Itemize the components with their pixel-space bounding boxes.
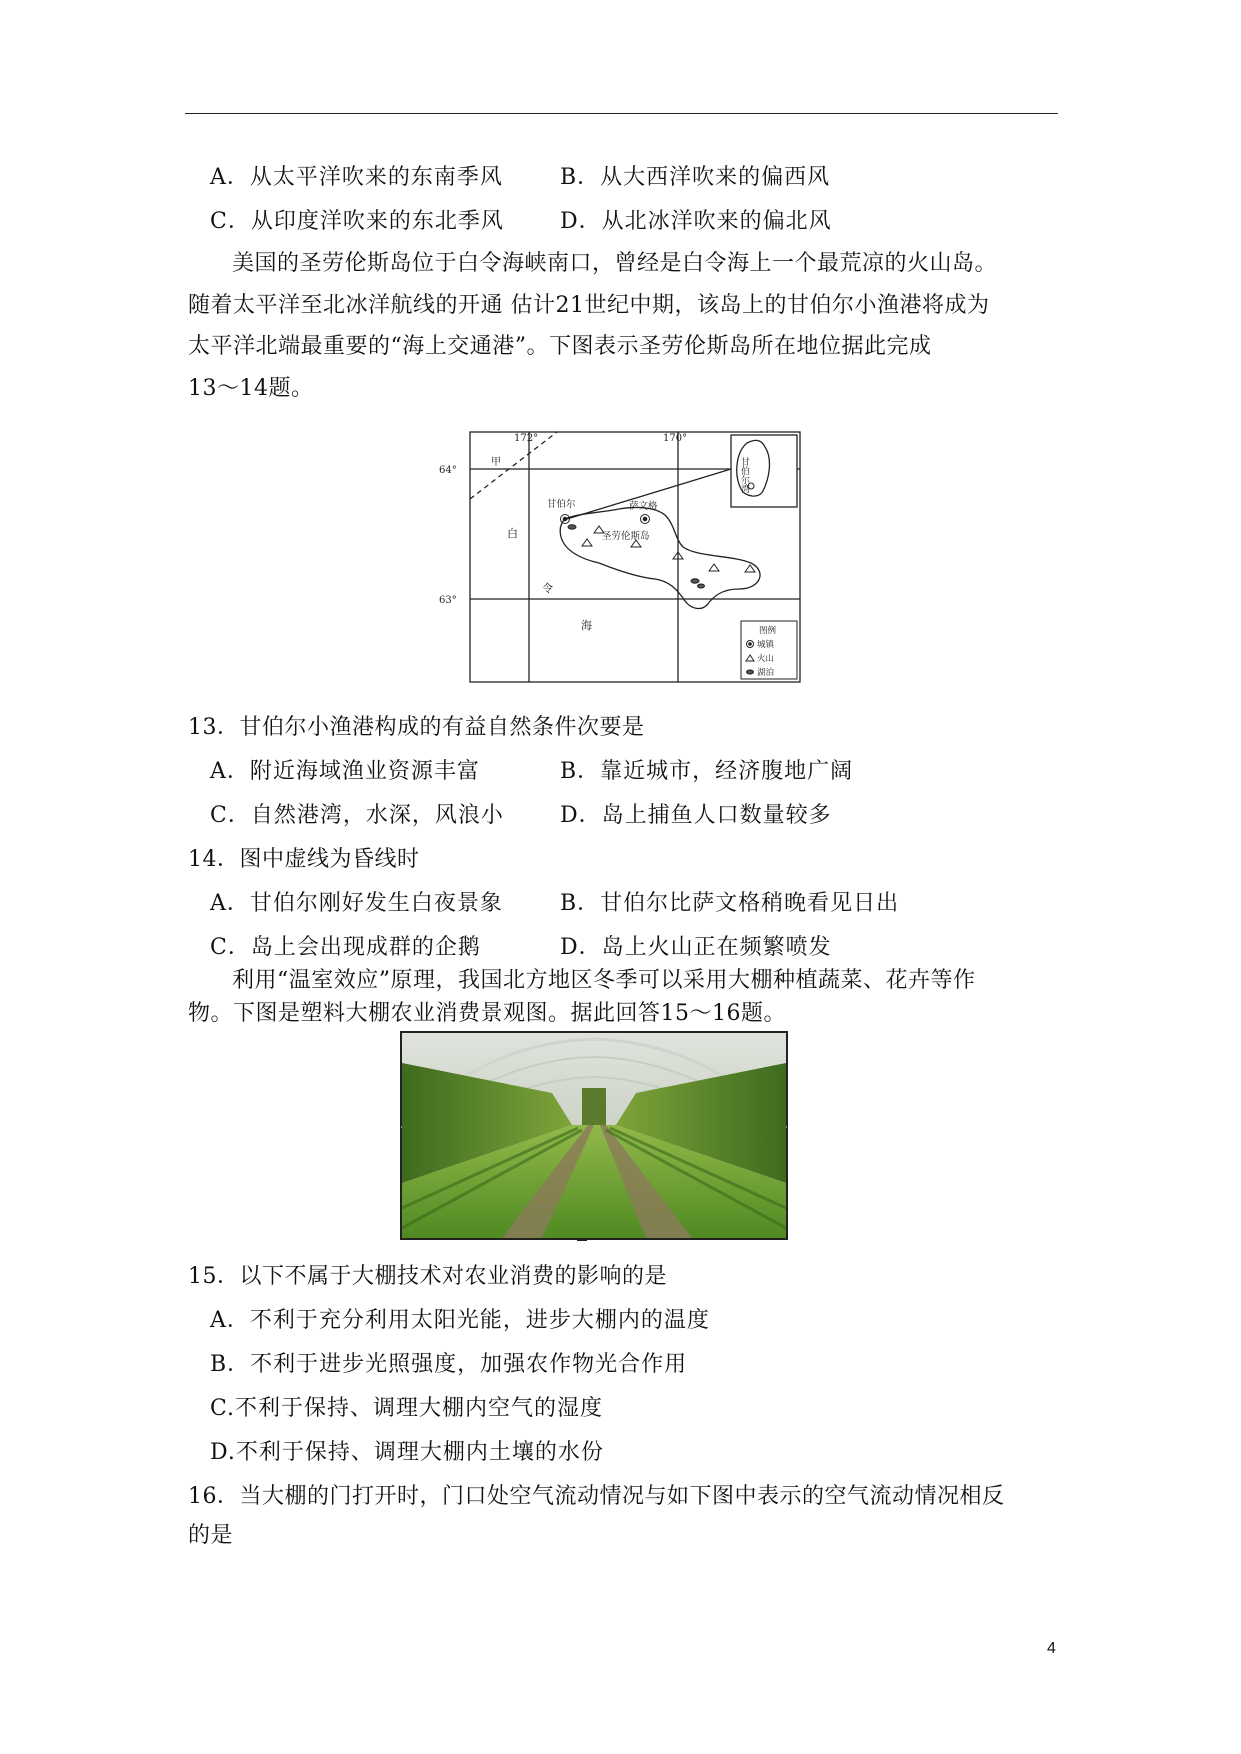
ling-label: 令	[542, 582, 553, 595]
ganboer-label: 甘伯尔	[547, 499, 576, 510]
q13-stem: 13．甘伯尔小渔港构成的有益自然条件次要是	[188, 715, 645, 740]
q12-option-a: A．从太平洋吹来的东南季风	[210, 165, 503, 190]
q15-option-b: B．不利于进步光照强度，加强农作物光合作用	[210, 1352, 688, 1377]
island-label: 圣劳伦斯岛	[602, 531, 650, 542]
passage2-line2: 物。下图是塑料大棚农业消费景观图。据此回答15～16题。	[188, 1001, 786, 1026]
passage1-line4: 13～14题。	[188, 376, 314, 401]
passage2-line1: 利用“温室效应”原理，我国北方地区冬季可以采用大棚种植蔬菜、花卉等作	[232, 968, 976, 993]
legend-lake-icon	[747, 670, 754, 674]
q13-option-b: B．靠近城市，经济腹地广阔	[560, 759, 854, 784]
q15-option-a: A．不利于充分利用太阳光能，进步大棚内的温度	[210, 1308, 710, 1333]
legend-lake-label: 湖泊	[757, 668, 775, 678]
q16-stem-line1: 16．当大棚的门打开时，门口处空气流动情况与如下图中表示的空气流动情况相反	[188, 1484, 1005, 1509]
q13-option-d: D．岛上捕鱼人口数量较多	[560, 803, 832, 828]
q14-stem: 14．图中虚线为昏线时	[188, 847, 420, 872]
q14-option-c: C．岛上会出现成群的企鹅	[210, 935, 481, 960]
q15-stem: 15．以下不属于大棚技术对农业消费的影响的是	[188, 1264, 667, 1289]
lake-icon	[568, 525, 576, 529]
q14-option-d: D．岛上火山正在频繁喷发	[560, 935, 832, 960]
lon-172-label: 172°	[514, 433, 539, 444]
q12-option-c: C．从印度洋吹来的东北季风	[210, 209, 504, 234]
q14-option-a: A．甘伯尔刚好发生白夜景象	[210, 891, 503, 916]
greenhouse-illustration	[402, 1033, 786, 1238]
passage1-line3: 太平洋北端最重要的“海上交通港”。下图表示圣劳伦斯岛所在地位据此完成	[188, 334, 932, 359]
caption-dash	[577, 1239, 587, 1241]
q16-stem-line2: 的是	[188, 1523, 234, 1548]
legend-volcano-label: 火山	[757, 654, 775, 664]
page-number: 4	[1047, 1640, 1056, 1657]
island-outline	[560, 507, 760, 608]
volcano-icon	[582, 539, 592, 546]
passage1-line1: 美国的圣劳伦斯岛位于白令海峡南口，曾经是白令海上一个最荒凉的火山岛。	[232, 251, 998, 276]
st-lawrence-island-map	[439, 429, 802, 684]
sawenge-label: 萨文格	[629, 501, 658, 512]
q12-option-d: D．从北冰洋吹来的偏北风	[560, 209, 832, 234]
passage1-line2: 随着太平洋至北冰洋航线的开通 估计21世纪中期，该岛上的甘伯尔小渔港将成为	[188, 293, 990, 318]
inset-bay-label: 甘伯尔湾	[739, 457, 749, 493]
lake-icon	[691, 579, 699, 583]
bai-label: 白	[507, 527, 518, 540]
hai-label: 海	[581, 619, 592, 632]
lon-170-label: 170°	[663, 433, 688, 444]
volcano-icon	[745, 565, 755, 572]
volcano-icon	[709, 564, 719, 571]
lat-63-label: 63°	[439, 595, 457, 606]
lat-64-label: 64°	[439, 465, 457, 476]
q14-option-b: B．甘伯尔比萨文格稍晚看见日出	[560, 891, 900, 916]
header-rule	[185, 113, 1058, 114]
legend-town-label: 城镇	[757, 640, 775, 650]
legend-title: 图例	[759, 626, 777, 636]
q13-option-a: A．附近海域渔业资源丰富	[210, 759, 480, 784]
jia-label: 甲	[491, 457, 501, 468]
q12-option-b: B．从大西洋吹来的偏西风	[560, 165, 831, 190]
q15-option-d: D.不利于保持、调理大棚内土壤的水份	[210, 1440, 604, 1465]
greenhouse-photo	[400, 1031, 788, 1240]
q15-option-c: C.不利于保持、调理大棚内空气的湿度	[210, 1396, 604, 1421]
q13-option-c: C．自然港湾，水深，风浪小	[210, 803, 504, 828]
lake-icon	[698, 584, 705, 588]
